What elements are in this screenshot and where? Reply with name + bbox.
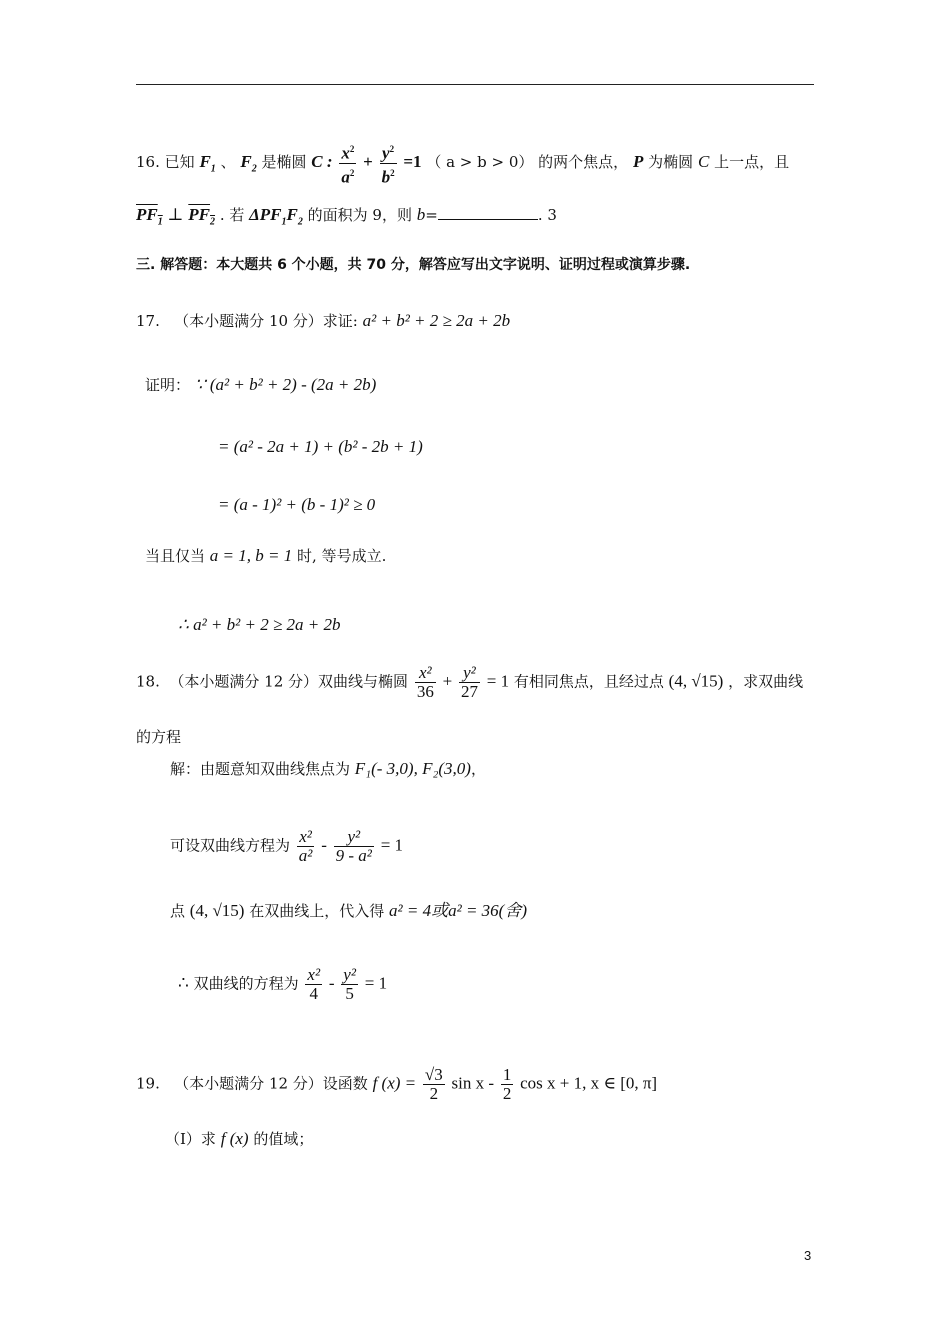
q19-number: 19. bbox=[136, 1074, 160, 1093]
triangle-pf1f2: $\Delta PF_1F_2$ bbox=[249, 205, 303, 228]
q19-part1-a: （I）求 bbox=[165, 1130, 216, 1148]
q18-sol-text: 解：由题意知双曲线焦点为 bbox=[170, 760, 351, 778]
frac-x2-a2-h: $\frac{\text{x²}}{\text{a²}}$ bbox=[298, 827, 313, 865]
q19-part1-b: 的值域； bbox=[253, 1130, 314, 1148]
q17-proof-step1 bbox=[145, 374, 825, 396]
q17-formula: a² + b² + 2 ≥ 2a + 2b bbox=[362, 311, 511, 330]
q19-sinx: sin x - bbox=[451, 1073, 495, 1093]
q19-line1 bbox=[136, 1066, 816, 1103]
ellipse-condition: （ a > b > 0） bbox=[426, 153, 534, 172]
q16-number: 16. bbox=[136, 153, 160, 172]
therefore-symbol: ∴ bbox=[178, 973, 189, 993]
frac-y2-b2: $\frac{y^2}{b^2}$ bbox=[380, 140, 397, 186]
q18-sol-line2: 可设双曲线方程为 $\frac{\text{x²}}{\text{a²}}$ - $\frac{\text{y²}}{\text{9 - a²}}$ = 1 bbox=[170, 827, 404, 865]
equality-text-a: 当且仅当 bbox=[145, 547, 206, 565]
frac-x2-4: $\frac{\text{x²}}{4}$ bbox=[307, 965, 321, 1003]
q16-text-g: 的面积为 9，则 bbox=[307, 206, 412, 224]
q16-text-b: 是椭圆 bbox=[261, 153, 307, 172]
q18-line4-text: 双曲线的方程为 bbox=[193, 974, 299, 993]
q18-eq1: = 1 bbox=[486, 671, 510, 691]
q18-line3-c: a² = 4或a² = 36(舍) bbox=[389, 901, 527, 920]
q16-text: 已知 bbox=[164, 153, 195, 172]
q16-answer: . 3 bbox=[537, 206, 557, 224]
equality-condition: a = 1, b = 1 bbox=[209, 546, 293, 565]
q18-sol-line1: 解：由题意知双曲线焦点为 F₁(- 3,0), F₂(3,0)， bbox=[170, 759, 486, 778]
frac-y2-9a2: $\frac{\text{y²}}{\text{9 - a²}}$ bbox=[335, 827, 372, 865]
vector-pf1: $PF_1$ bbox=[136, 205, 163, 228]
proof-label: 证明： bbox=[145, 376, 191, 394]
q17-number: 17. bbox=[136, 312, 160, 330]
q16-sep: 、 bbox=[220, 153, 236, 172]
proof-step3: = (a - 1)² + (b - 1)² ≥ 0 bbox=[218, 495, 376, 514]
q19-points: （本小题满分 12 分）设函数 bbox=[174, 1074, 368, 1093]
frac-x2-a2: $\frac{x^2}{a^2}$ bbox=[339, 140, 356, 186]
f2-symbol: $F_2$ bbox=[240, 152, 257, 175]
equality-text-b: 时, 等号成立. bbox=[297, 547, 387, 565]
frac-y2-27: $\frac{\text{y²}}{27}$ bbox=[460, 663, 478, 701]
q16-text-e: 上一点，且 bbox=[714, 153, 790, 172]
q18-text-c: ，求双曲线 bbox=[728, 672, 804, 691]
section-3-title: 三. 解答题：本大题共 6 个小题，共 70 分，解答应写出文字说明、证明过程或演算步骤. bbox=[136, 257, 691, 273]
proof-step1: ∵ (a² + b² + 2) - (2a + 2b) bbox=[194, 375, 377, 394]
q18-number: 18. bbox=[136, 672, 160, 691]
q18-line1: 18. （本小题满分 12 分）双曲线与椭圆 $\frac{\text{x²}}{36}$ + $\frac{\text{y²}}{27}$ = 1 有相同焦点，且经过点 (4, √15) ，求双曲线 bbox=[136, 663, 804, 701]
frac-x2-36: $\frac{\text{x²}}{36}$ bbox=[416, 663, 434, 701]
q18-result-eq1: = 1 bbox=[364, 973, 388, 993]
q18-points: （本小题满分 12 分）双曲线与椭圆 bbox=[169, 672, 409, 691]
q16-text-f: . 若 bbox=[219, 206, 245, 224]
q16-line1: 16. 已知 $F_1$ 、 $F_2$ 是椭圆 C : $\frac{x^2}{a^2}$ + $\frac{y^2}{b^2}$ =1 （ a > b > 0） 的两个焦点， P 为椭圆 C 上一点，且 bbox=[136, 140, 816, 186]
answer-blank bbox=[438, 205, 538, 220]
q18-line3-b: 在双曲线上，代入得 bbox=[249, 902, 385, 920]
proof-step2: = (a² - 2a + 1) + (b² - 2b + 1) bbox=[218, 437, 423, 456]
q17-conclusion: ∴ a² + b² + 2 ≥ 2a + 2b bbox=[178, 615, 341, 634]
vector-pf2: $PF_2$ bbox=[188, 205, 216, 228]
q18-sol-line3 bbox=[170, 900, 850, 922]
q18-line3-a: 点 bbox=[170, 902, 186, 920]
q19-fx: f (x) = bbox=[372, 1073, 417, 1093]
q18-text-b: 有相同焦点，且经过点 bbox=[513, 672, 664, 691]
q18-foci: F₁(- 3,0), F₂(3,0) bbox=[354, 759, 471, 778]
frac-1-2: $\frac{1}{2}$ bbox=[502, 1065, 512, 1103]
frac-y2-5: $\frac{\text{y²}}{5}$ bbox=[343, 965, 356, 1003]
point-p: P bbox=[632, 152, 644, 172]
q18-line2: 的方程 bbox=[136, 728, 182, 746]
header-rule bbox=[136, 84, 814, 85]
q16-text-d: 为椭圆 bbox=[648, 153, 694, 172]
q17-points: （本小题满分 10 分）求证: bbox=[174, 312, 358, 330]
ellipse-c-ref: C bbox=[697, 152, 710, 172]
q19-rest: cos x + 1, x ∈ [0, π] bbox=[520, 1073, 658, 1093]
q17-equality bbox=[145, 545, 825, 567]
q18-point: (4, √15) bbox=[668, 671, 724, 691]
b-variable: b bbox=[416, 205, 426, 224]
q18-sol-line4: ∴ 双曲线的方程为 $\frac{\text{x²}}{4}$ - $\frac{\text{y²}}{5}$ = 1 bbox=[178, 965, 388, 1003]
perp-symbol: ⊥ bbox=[167, 205, 184, 224]
q17-line bbox=[136, 310, 816, 332]
f1-symbol: $F_1$ bbox=[199, 152, 216, 175]
q18-line2-text: 可设双曲线方程为 bbox=[170, 836, 291, 855]
q19-part1-fx: f (x) bbox=[220, 1129, 249, 1148]
page-number: 3 bbox=[804, 1248, 812, 1263]
ellipse-c: C : bbox=[311, 152, 333, 172]
eq-one: =1 bbox=[403, 152, 422, 172]
q18-line3-point: (4, √15) bbox=[189, 901, 245, 920]
q16-line2: $PF_1$ ⊥ $PF_2$ . 若 $\Delta PF_1F_2$ 的面积为 9，则 b= . 3 bbox=[136, 205, 557, 228]
q16-text-c: 的两个焦点， bbox=[538, 153, 629, 172]
q18-h-eq1: = 1 bbox=[380, 835, 404, 855]
frac-sqrt3-2: $\frac{√3}{2}$ bbox=[424, 1065, 443, 1103]
q19-part1 bbox=[165, 1128, 845, 1150]
